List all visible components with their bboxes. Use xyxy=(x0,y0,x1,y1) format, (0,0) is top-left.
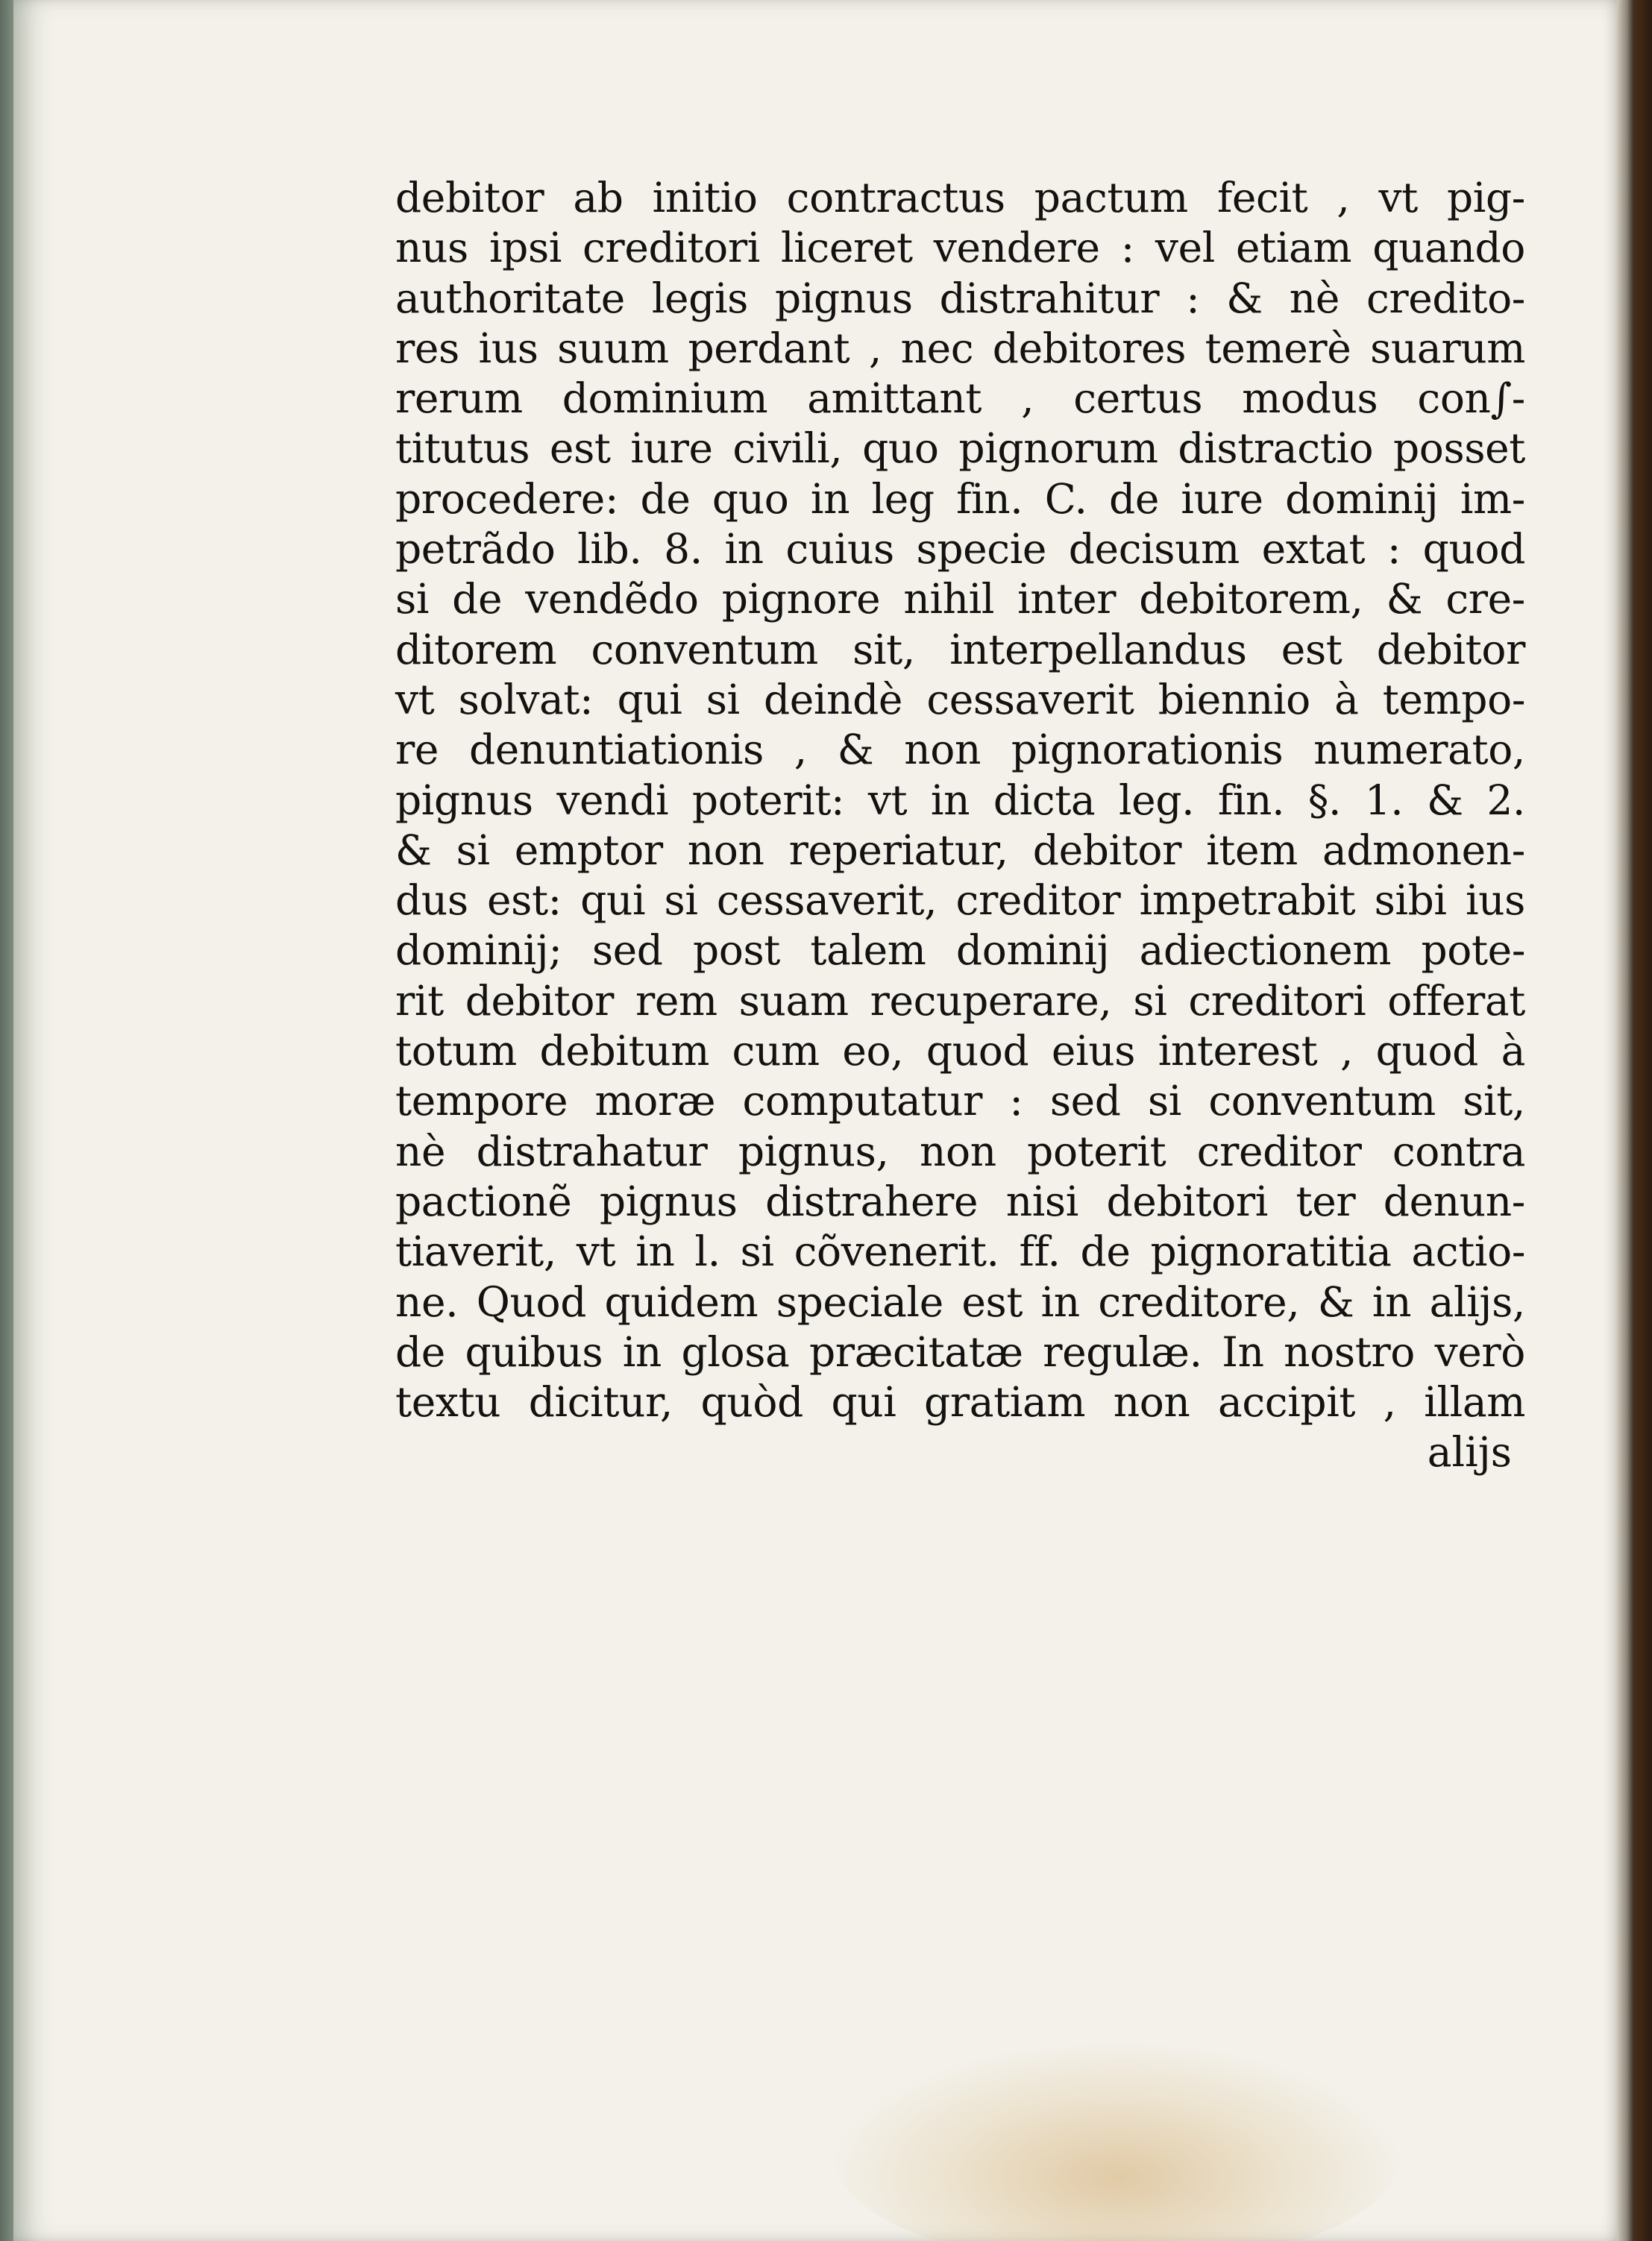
text-line-15: dus est: qui si cessaverit, creditor impetrabit sibi ius xyxy=(395,876,1525,925)
text-line-11: vt solvat: qui si deindè cessaverit biennio à tempo- xyxy=(395,675,1525,723)
text-line-14: & si emptor non reperiatur, debitor item admonen- xyxy=(395,826,1525,874)
text-line-25: textu dicitur, quòd qui gratiam non accipit , illam xyxy=(395,1378,1525,1427)
text-line-23: ne. Quod quidem speciale est in creditore, & in alijs, xyxy=(395,1277,1525,1326)
text-line-20: nè distrahatur pignus, non poterit creditor contra xyxy=(395,1127,1525,1175)
text-line-12: re denuntiationis , & non pignorationis numerato, xyxy=(395,726,1525,774)
text-line-9: si de vendẽdo pignore nihil inter debitorem, & cre- xyxy=(395,575,1525,623)
text-line-22: tiaverit, vt in l. si cõvenerit. ff. de pignoratitia actio- xyxy=(395,1228,1525,1276)
text-line-24: de quibus in glosa præcitatæ regulæ. In nostro verò xyxy=(395,1327,1525,1376)
text-line-6: titutus est iure civili, quo pignorum distractio posset xyxy=(395,424,1525,473)
water-stain xyxy=(834,2043,1401,2241)
text-line-16: dominij; sed post talem dominij adiectionem pote- xyxy=(395,926,1525,975)
text-line-8: petrãdo lib. 8. in cuius specie decisum extat : quod xyxy=(395,525,1525,573)
text-line-21: pactionẽ pignus distrahere nisi debitori ter denun- xyxy=(395,1177,1525,1225)
text-line-17: rit debitor rem suam recuperare, si creditori offerat xyxy=(395,976,1525,1025)
text-line-3: authoritate legis pignus distrahitur : & nè credito- xyxy=(395,274,1525,322)
text-line-18: totum debitum cum eo, quod eius interest , quod à xyxy=(395,1027,1525,1075)
text-line-1: debitor ab initio contractus pactum fecit , vt pig- xyxy=(395,174,1525,221)
text-line-10: ditorem conventum sit, interpellandus est debitor xyxy=(395,625,1525,673)
book-binding xyxy=(1633,0,1652,2241)
text-line-4: res ius suum perdant , nec debitores temerè suarum xyxy=(395,324,1525,372)
text-line-13: pignus vendi poterit: vt in dicta leg. fin. §. 1. & 2. xyxy=(395,776,1525,824)
text-line-19: tempore moræ computatur : sed si conventum sit, xyxy=(395,1077,1525,1125)
text-block xyxy=(395,173,1525,1478)
text-line-5: rerum dominium amittant , certus modus con∫- xyxy=(395,374,1525,423)
text-line-2: nus ipsi creditori liceret vendere : vel etiam quando xyxy=(395,224,1525,272)
catchword: alijs xyxy=(1427,1428,1512,1477)
page-edge xyxy=(1617,0,1633,2241)
text-line-7: procedere: de quo in leg fin. C. de iure dominij im- xyxy=(395,474,1525,523)
